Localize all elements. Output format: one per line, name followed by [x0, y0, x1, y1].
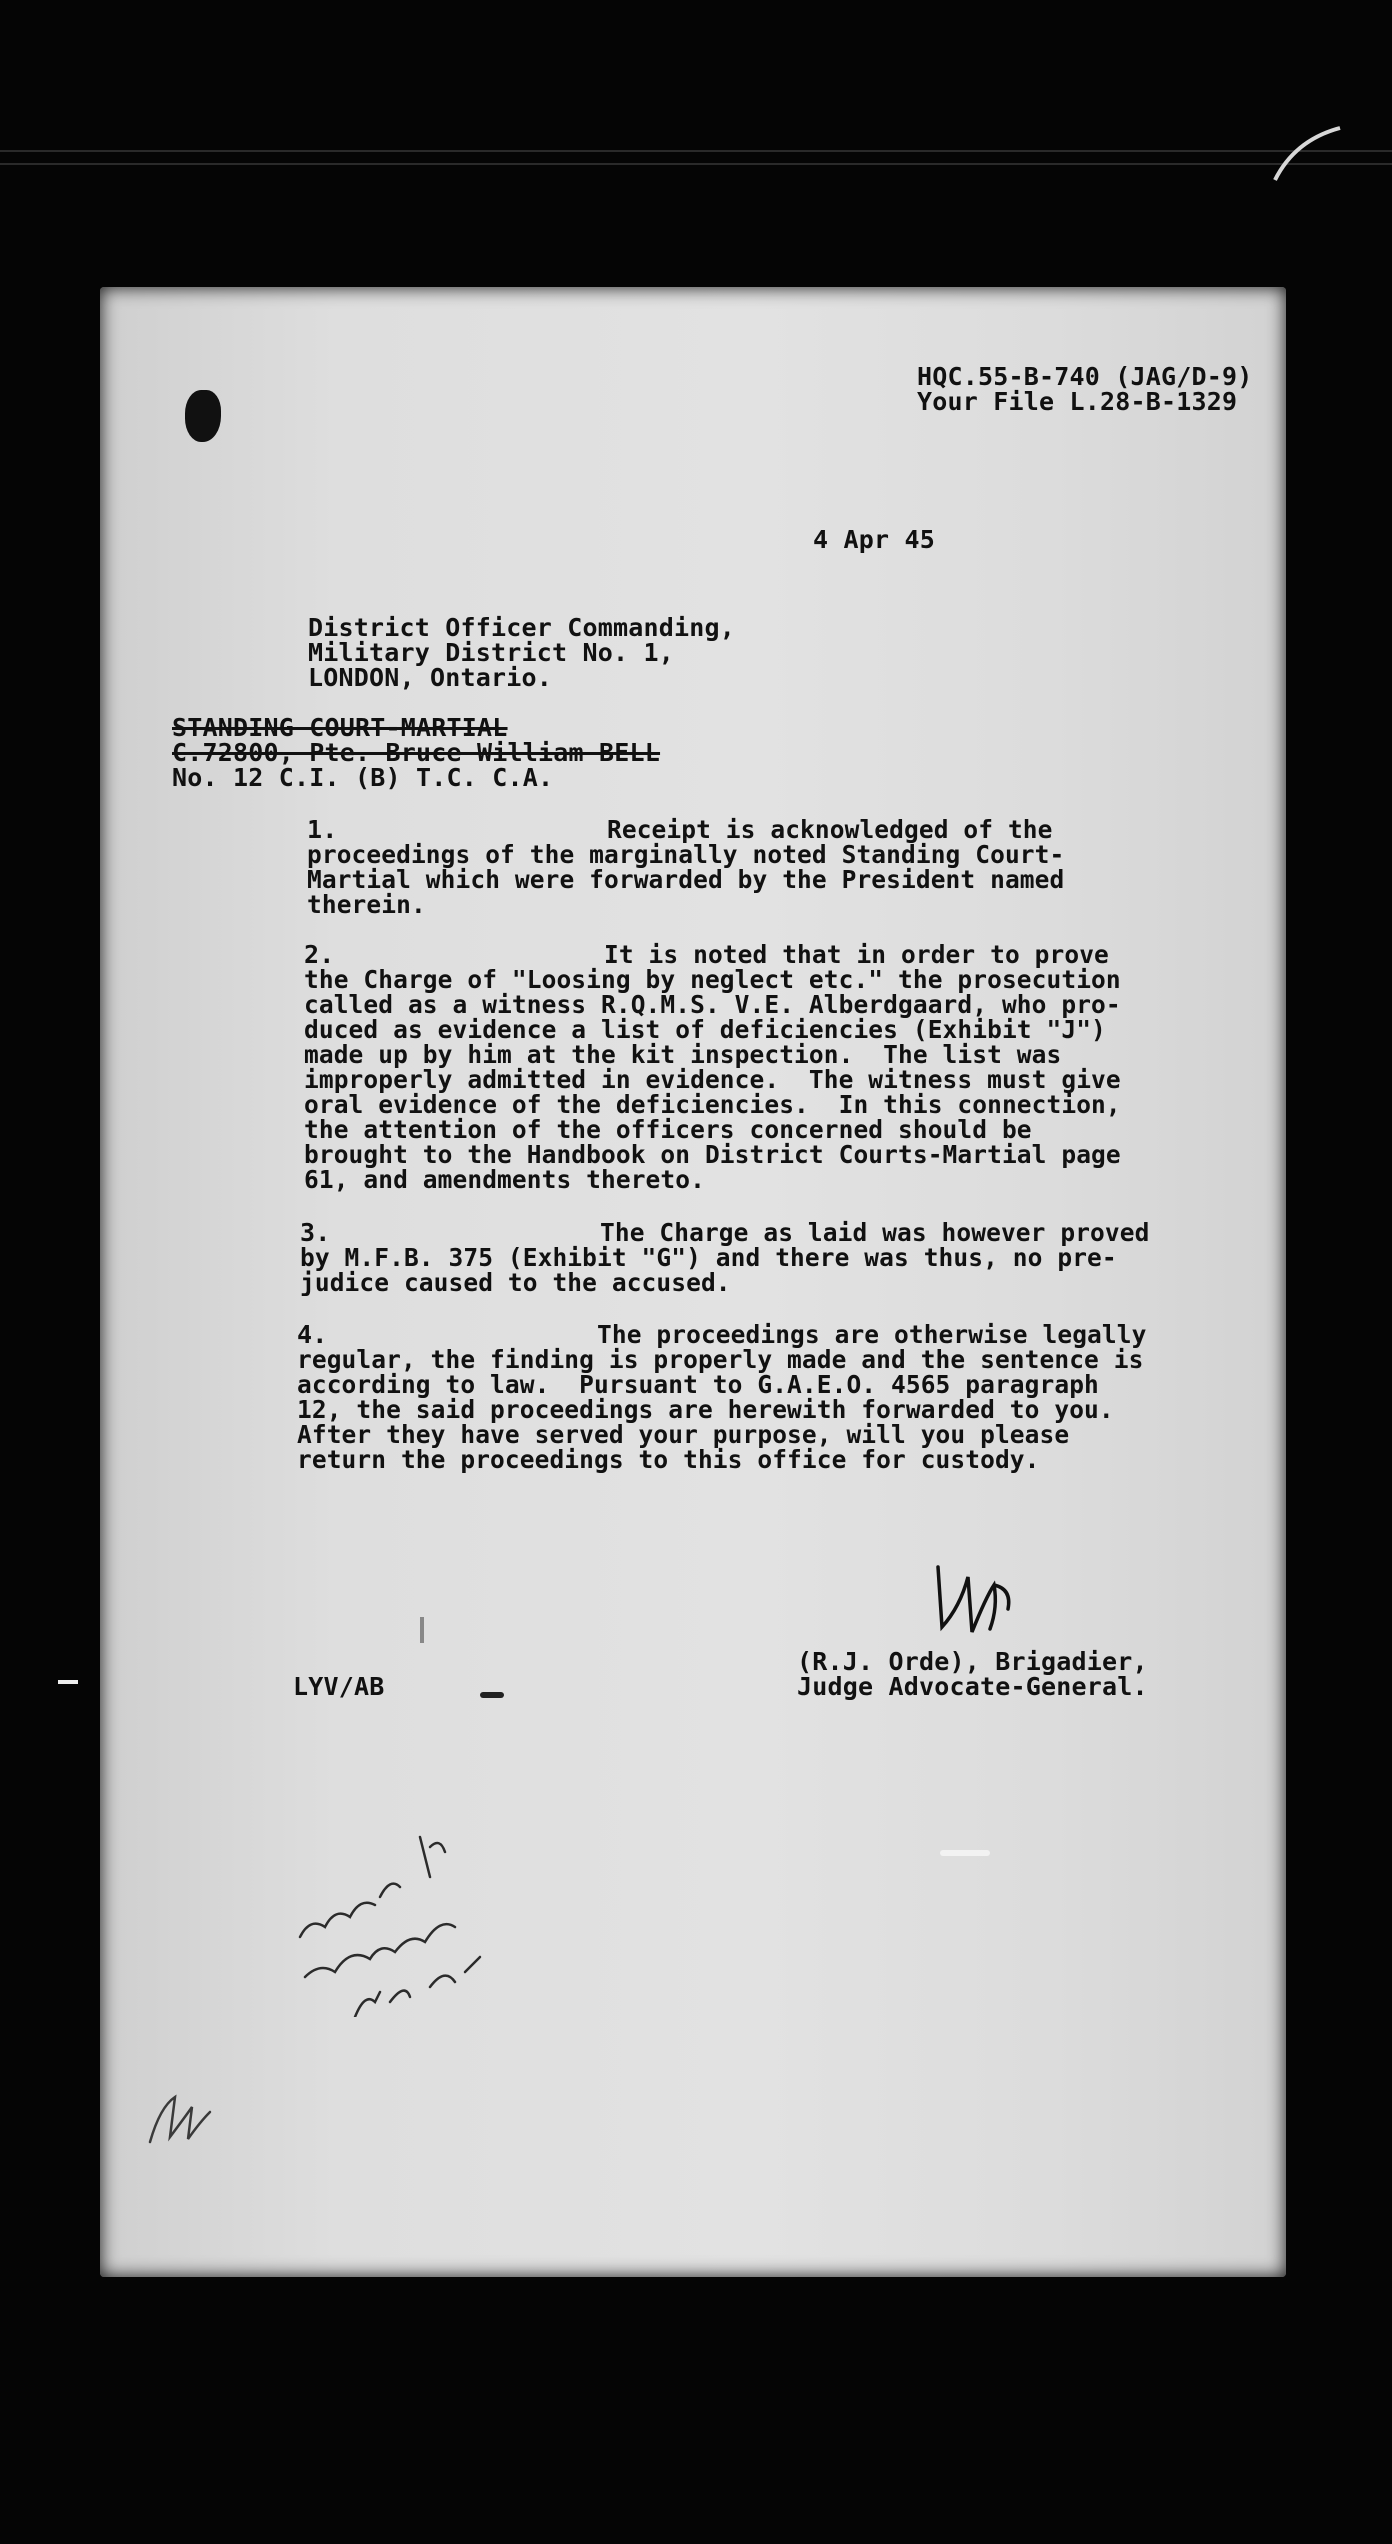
paragraph-3-line: judice caused to the accused.: [300, 1268, 731, 1297]
signature-title: Judge Advocate-General.: [797, 1672, 1148, 1701]
addressee-line-3: LONDON, Ontario.: [308, 663, 553, 692]
film-scratch-mark: [58, 1680, 78, 1684]
addressee-line-1: District Officer Commanding,: [308, 613, 736, 642]
paragraph-2-line: 61, and amendments thereto.: [304, 1165, 705, 1194]
paragraph-3-number: 3.: [300, 1218, 331, 1247]
paragraph-1-line: Martial which were forwarded by the President named: [307, 865, 1065, 894]
margin-initials: [140, 2077, 230, 2157]
paragraph-4-line: return the proceedings to this office for custody.: [297, 1445, 1040, 1474]
typist-initials: LYV/AB: [293, 1672, 385, 1701]
paragraph-4-line: according to law. Pursuant to G.A.E.O. 4565 paragraph: [297, 1370, 1099, 1399]
paragraph-2-line: oral evidence of the deficiencies. In this connection,: [304, 1090, 1121, 1119]
paragraph-2-line: called as a witness R.Q.M.S. V.E. Alberdgaard, who pro-: [304, 990, 1121, 1019]
paragraph-2-line: brought to the Handbook on District Courts-Martial page: [304, 1140, 1121, 1169]
paragraph-3-line: The Charge as laid was however proved: [600, 1218, 1150, 1247]
punch-hole-mark: [185, 390, 221, 442]
paragraph-2-line: duced as evidence a list of deficiencies (Exhibit "J"): [304, 1015, 1106, 1044]
paragraph-2-line: the Charge of "Loosing by neglect etc." the prosecution: [304, 965, 1121, 994]
stray-mark: [940, 1850, 990, 1856]
paragraph-2-number: 2.: [304, 940, 335, 969]
document-page: [100, 287, 1286, 2277]
handwritten-signature: [920, 1537, 1030, 1647]
film-edge-line: [0, 163, 1392, 165]
paragraph-1-line: proceedings of the marginally noted Standing Court-: [307, 840, 1065, 869]
paragraph-4-line: The proceedings are otherwise legally: [597, 1320, 1147, 1349]
signature-name: (R.J. Orde), Brigadier,: [797, 1647, 1148, 1676]
paragraph-2-line: It is noted that in order to prove: [604, 940, 1109, 969]
subject-line-1: STANDING COURT-MARTIAL: [172, 713, 508, 742]
paragraph-4-number: 4.: [297, 1320, 328, 1349]
paragraph-4-line: After they have served your purpose, will you please: [297, 1420, 1070, 1449]
reference-file-number: HQC.55-B-740 (JAG/D-9): [917, 362, 1253, 391]
addressee-line-2: Military District No. 1,: [308, 638, 675, 667]
paragraph-1-line: therein.: [307, 890, 426, 919]
film-edge-line: [0, 150, 1392, 152]
paragraph-4-line: regular, the finding is properly made and the sentence is: [297, 1345, 1144, 1374]
paragraph-2-line: made up by him at the kit inspection. The list was: [304, 1040, 1062, 1069]
subject-line-2: C.72800, Pte. Bruce William BELL: [172, 738, 661, 767]
subject-line-3: No. 12 C.I. (B) T.C. C.A.: [172, 763, 554, 792]
paragraph-3-line: by M.F.B. 375 (Exhibit "G") and there was thus, no pre-: [300, 1243, 1117, 1272]
handwritten-annotation: [280, 1777, 520, 2017]
paragraph-2-line: the attention of the officers concerned should be: [304, 1115, 1032, 1144]
letter-date: 4 Apr 45: [813, 525, 936, 554]
reference-your-file: Your File L.28-B-1329: [917, 387, 1238, 416]
paragraph-2-line: improperly admitted in evidence. The witness must give: [304, 1065, 1121, 1094]
stray-mark: [480, 1692, 504, 1698]
stray-mark: [420, 1617, 424, 1643]
film-scratch-mark: [1270, 120, 1350, 190]
paragraph-1-number: 1.: [307, 815, 338, 844]
paragraph-1-line: Receipt is acknowledged of the: [607, 815, 1053, 844]
paragraph-4-line: 12, the said proceedings are herewith forwarded to you.: [297, 1395, 1114, 1424]
